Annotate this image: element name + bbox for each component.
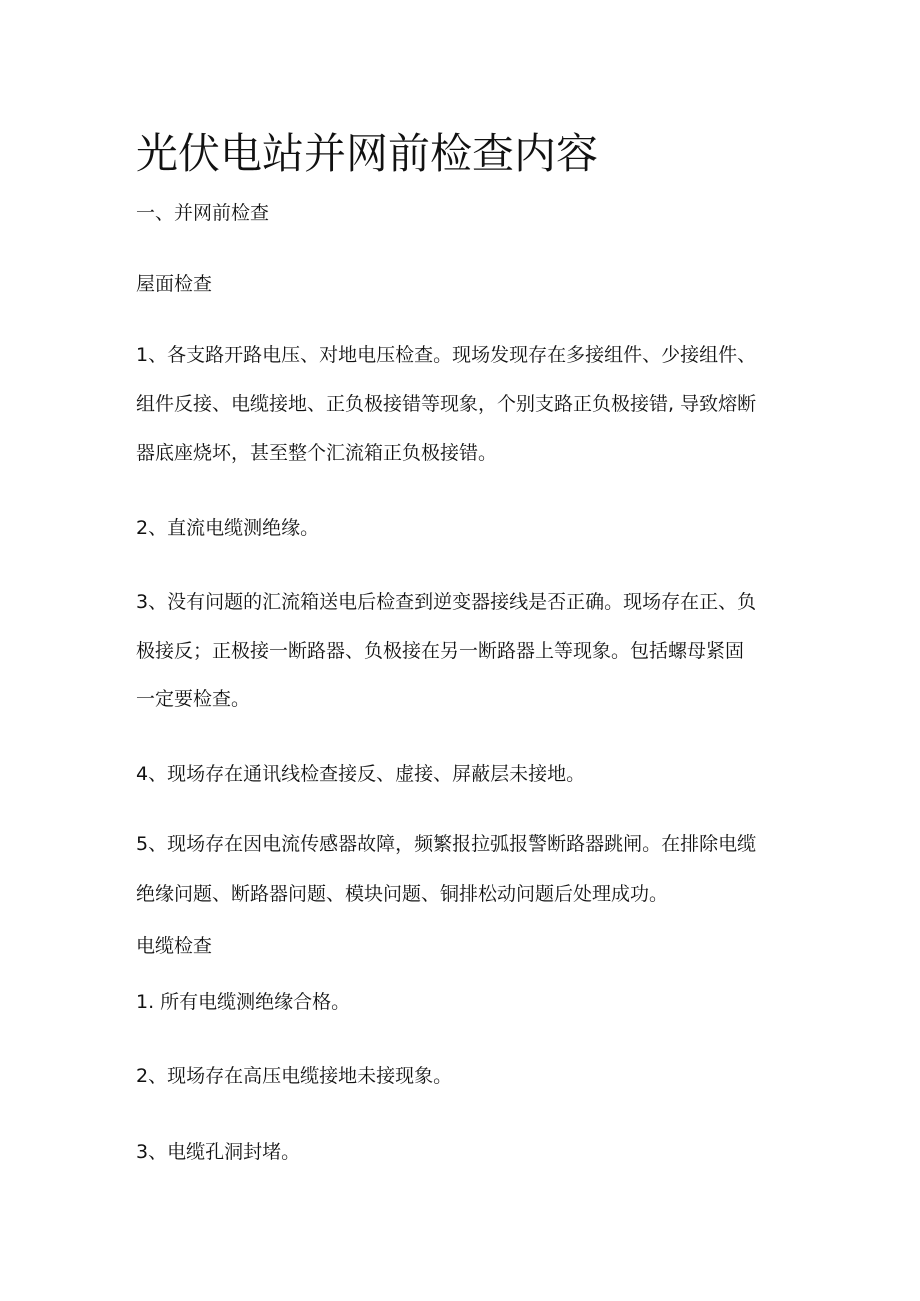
paragraph-line: 绝缘问题、断路器问题、模块问题、铜排松动问题后处理成功。 <box>136 883 669 905</box>
roof-check-heading: 屋面检查 <box>136 273 213 295</box>
document-title: 光伏电站并网前检查内容 <box>136 129 599 178</box>
paragraph-line: 1、各支路开路电压、对地电压检查。现场发现存在多接组件、少接组件、 <box>136 344 757 366</box>
cable-check-item-2: 2、现场存在高压电缆接地未接现象。 <box>136 1065 453 1087</box>
cable-check-item-3: 3、电缆孔洞封堵。 <box>136 1141 301 1163</box>
paragraph-line: 一定要检查。 <box>136 688 251 710</box>
cable-check-heading: 电缆检查 <box>136 935 213 957</box>
paragraph-line: 5、现场存在因电流传感器故障，频繁报拉弧报警断路器跳闸。在排除电缆 <box>136 833 757 855</box>
paragraph-line: 组件反接、电缆接地、正负极接错等现象，个别支路正负极接错, 导致熔断 <box>136 393 757 415</box>
paragraph-line: 极接反；正极接一断路器、负极接在另一断路器上等现象。包括螺母紧固 <box>136 640 745 662</box>
roof-check-item-4: 4、现场存在通讯线检查接反、虚接、屏蔽层未接地。 <box>136 763 586 785</box>
paragraph-line: 3、没有问题的汇流箱送电后检查到逆变器接线是否正确。现场存在正、负 <box>136 591 757 613</box>
section-heading: 一、并网前检查 <box>136 202 270 224</box>
paragraph-line: 器底座烧坏，甚至整个汇流箱正负极接错。 <box>136 442 498 464</box>
cable-check-item-1: 1. 所有电缆测绝缘合格。 <box>136 991 351 1013</box>
roof-check-item-2: 2、直流电缆测绝缘。 <box>136 517 320 539</box>
